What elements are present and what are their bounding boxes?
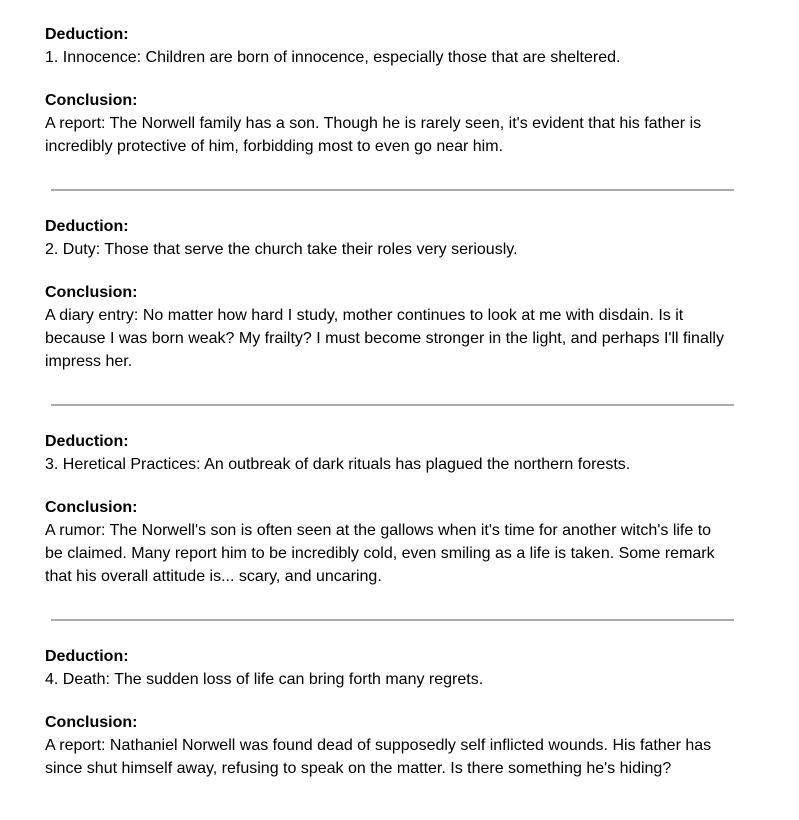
conclusion-label: Conclusion:	[45, 499, 138, 516]
deduction-label: Deduction:	[45, 26, 129, 43]
conclusion-text: A diary entry: No matter how hard I study, mother continues to look at me with disdain. Is it because I was born weak? My frailty? I must become stronger in the light, and perhaps I'll finally impress her.	[45, 307, 724, 370]
deduction-paragraph	[45, 215, 732, 261]
deduction-text: 4. Death: The sudden loss of life can bring forth many regrets.	[45, 671, 484, 688]
conclusion-label: Conclusion:	[45, 714, 138, 731]
conclusion-label: Conclusion:	[45, 284, 138, 301]
deduction-label: Deduction:	[45, 433, 129, 450]
deduction-text: 3. Heretical Practices: An outbreak of dark rituals has plagued the northern forests.	[45, 456, 631, 473]
section-divider	[51, 619, 734, 621]
conclusion-text: A report: Nathaniel Norwell was found dead of supposedly self inflicted wounds. His father has since shut himself away, refusing to speak on the matter. Is there something he's hiding?	[45, 737, 712, 777]
conclusion-paragraph	[45, 89, 732, 158]
section-divider	[51, 404, 734, 406]
deduction-text: 2. Duty: Those that serve the church take their roles very seriously.	[45, 241, 518, 258]
deduction-paragraph	[45, 645, 732, 691]
section-divider	[51, 189, 734, 191]
conclusion-text: A rumor: The Norwell's son is often seen at the gallows when it's time for another witch's life to be claimed. Many report him to be incredibly cold, even smiling as a life is taken. Some remark that his overall attitude is... scary, and uncaring.	[45, 522, 715, 585]
deduction-label: Deduction:	[45, 648, 129, 665]
conclusion-paragraph	[45, 711, 732, 780]
conclusion-text: A report: The Norwell family has a son. Though he is rarely seen, it's evident that his father is incredibly protective of him, forbidding most to even go near him.	[45, 115, 702, 155]
conclusion-paragraph	[45, 496, 732, 588]
conclusion-paragraph	[45, 281, 732, 373]
deduction-paragraph	[45, 23, 732, 69]
deduction-section-4	[45, 645, 732, 780]
deduction-text: 1. Innocence: Children are born of innocence, especially those that are sheltered.	[45, 49, 621, 66]
conclusion-label: Conclusion:	[45, 92, 138, 109]
deduction-paragraph	[45, 430, 732, 476]
deduction-section-2	[45, 215, 732, 373]
deduction-label: Deduction:	[45, 218, 129, 235]
deduction-section-3	[45, 430, 732, 588]
deduction-section-1	[45, 23, 732, 158]
